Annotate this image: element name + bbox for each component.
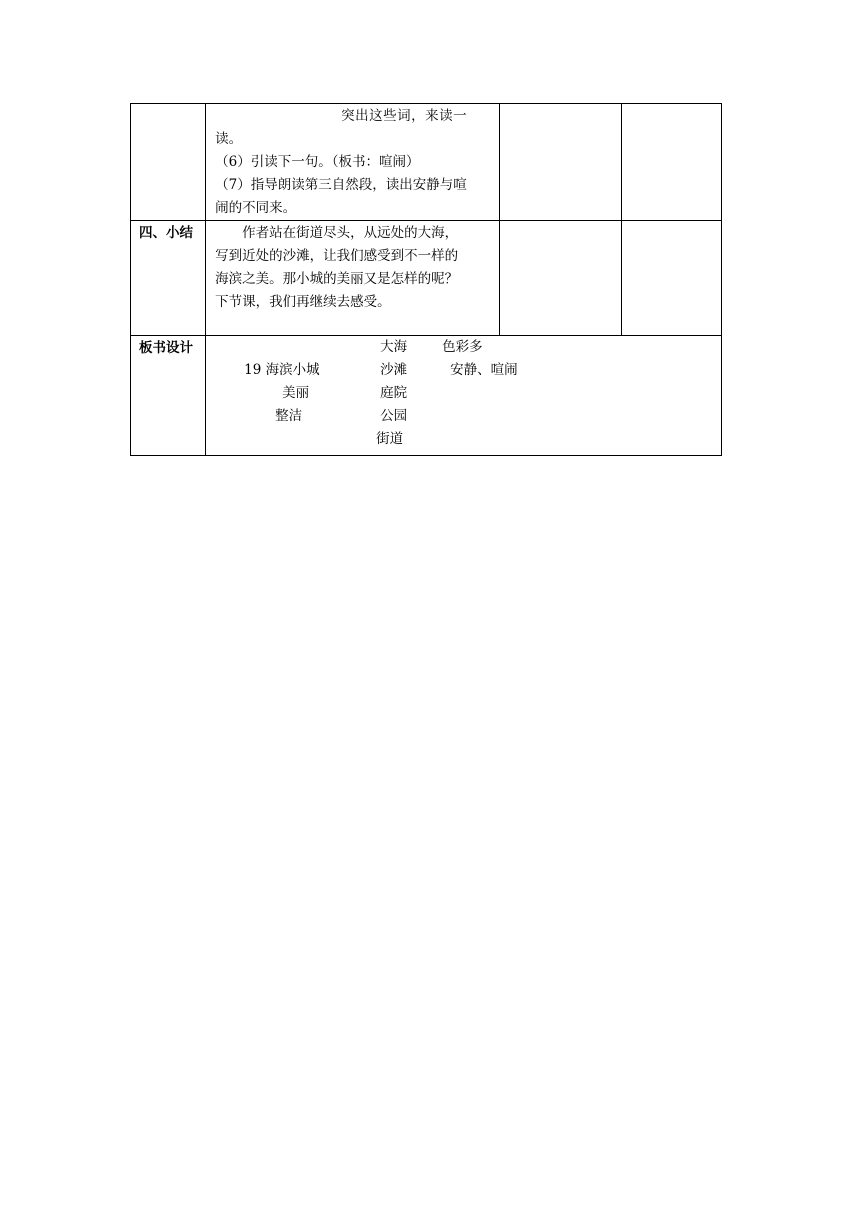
row-content xyxy=(206,221,499,336)
board-word: 安静、喧闹 xyxy=(450,362,518,378)
table-row xyxy=(131,104,722,221)
table-row xyxy=(131,336,722,456)
content-line: （6）引读下一句。（板书：喧闹） xyxy=(215,154,420,170)
board-design xyxy=(206,336,721,454)
empty-cell xyxy=(621,104,721,221)
board-word: 街道 xyxy=(376,431,404,447)
board-design-cell xyxy=(206,336,722,456)
content-line: 闹的不同来。 xyxy=(215,200,297,216)
board-word: 色彩多 xyxy=(442,339,483,355)
board-word: 庭院 xyxy=(380,385,408,401)
board-word: 整洁 xyxy=(275,408,303,424)
content-line: 作者站在街道尽头，从远处的大海， xyxy=(242,225,459,241)
row-content xyxy=(206,104,499,221)
empty-cell xyxy=(499,221,621,336)
board-word: 公园 xyxy=(380,408,408,424)
empty-cell xyxy=(621,221,721,336)
content-line: 海滨之美。那小城的美丽又是怎样的呢？ xyxy=(215,271,459,287)
content-line: 读。 xyxy=(215,131,243,147)
row-label: 板书设计 xyxy=(131,336,206,456)
content-line: 下节课，我们再继续去感受。 xyxy=(215,294,391,310)
lesson-plan-table xyxy=(130,103,722,456)
board-title: 19 海滨小城 xyxy=(244,362,320,378)
board-word: 美丽 xyxy=(282,385,310,401)
row-label xyxy=(131,104,206,221)
content-line: 写到近处的沙滩，让我们感受到不一样的 xyxy=(215,248,459,264)
board-word: 大海 xyxy=(380,339,408,355)
empty-cell xyxy=(499,104,621,221)
content-line: 突出这些词，来读一 xyxy=(341,108,468,124)
table-row xyxy=(131,221,722,336)
content-line: （7）指导朗读第三自然段，读出安静与喧 xyxy=(215,177,467,193)
row-label: 四、小结 xyxy=(131,221,206,336)
board-word: 沙滩 xyxy=(380,362,408,378)
